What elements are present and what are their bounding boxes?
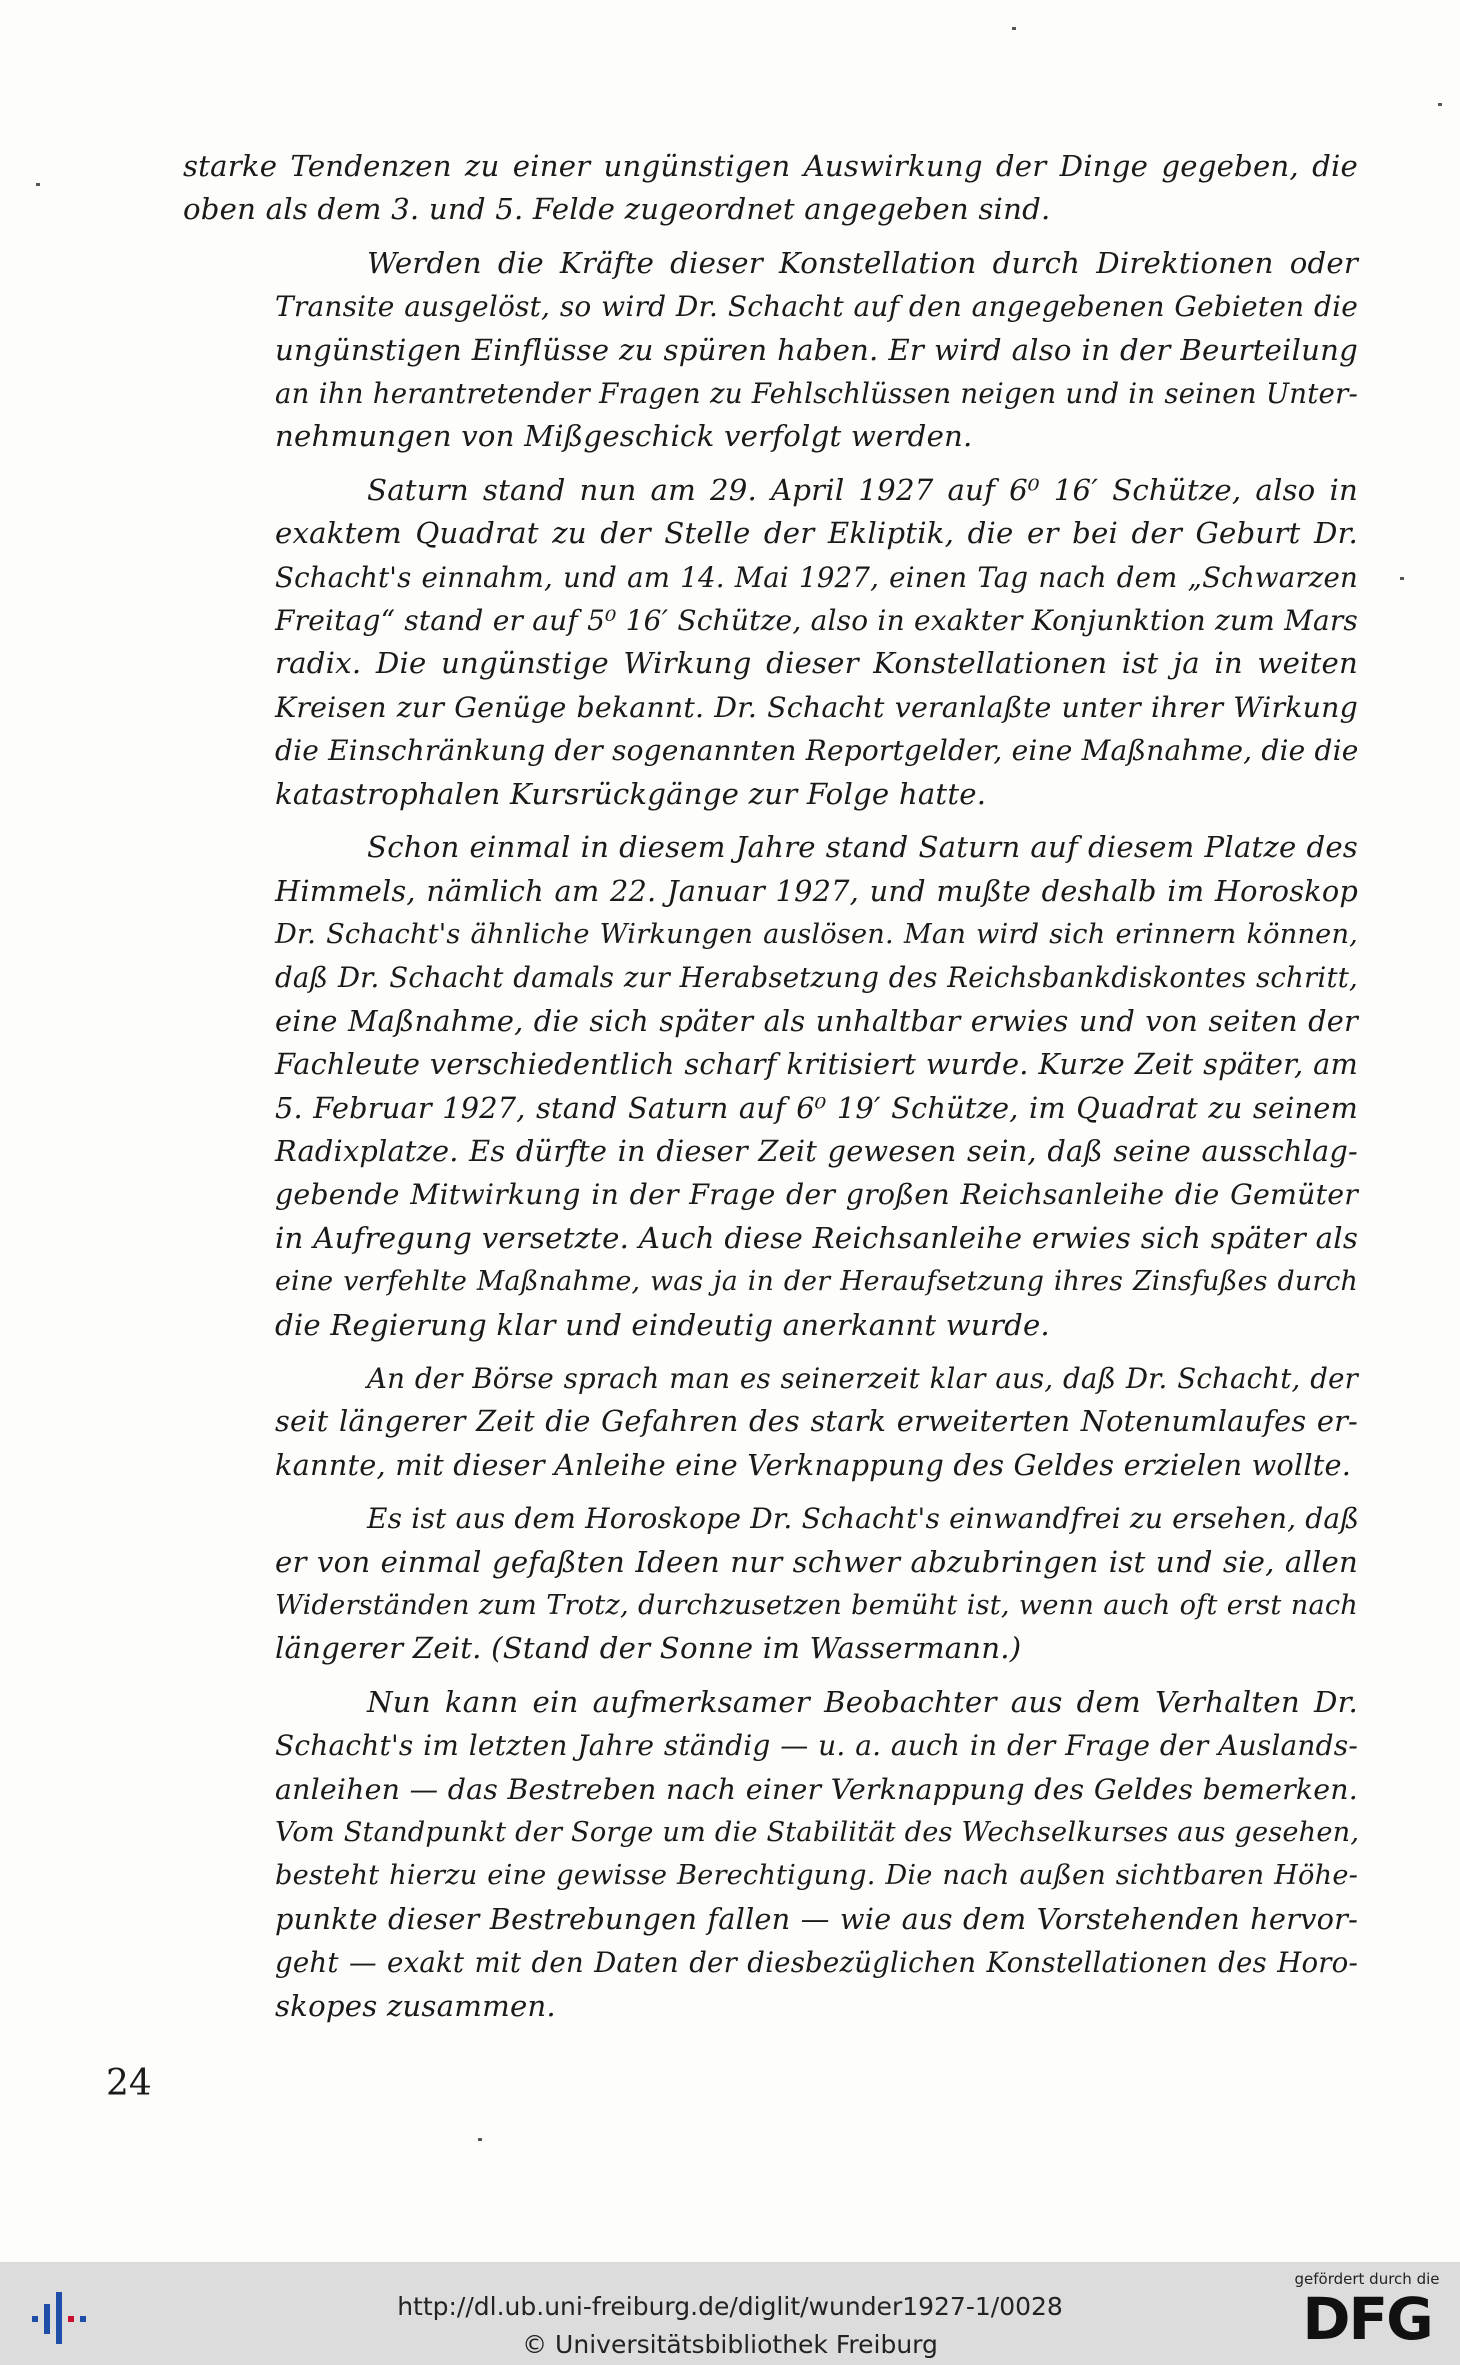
text-line: Dr. Schacht's ähnliche Wirkungen auslösen. Man wird sich erinnern können, [275,918,1358,950]
text-line: Werden die Kräfte dieser Konstellation durch Direktionen oder [367,245,1358,280]
text-line: exaktem Quadrat zu der Stelle der Ekliptik, die er bei der Geburt Dr. [275,516,1358,551]
paragraph [183,145,1358,232]
text-line: radix. Die ungünstige Wirkung dieser Konstellationen ist ja in weiten [275,646,1358,681]
text-line: geht — exakt mit den Daten der diesbezüglichen Konstellationen des Horo- [275,1946,1358,1980]
paragraph [183,826,1358,1347]
scan-speck [1012,27,1016,30]
text-line: starke Tendenzen zu einer ungünstigen Auswirkung der Dinge gegeben, die [183,149,1358,183]
sponsor-text: gefördert durch die [1294,2270,1440,2288]
text-line: Es ist aus dem Horoskope Dr. Schacht's einwandfrei zu ersehen, daß [367,1502,1360,1536]
text-line: Radixplatze. Es dürfte in dieser Zeit gewesen sein, daß seine ausschlag- [275,1133,1358,1168]
text-line: besteht hierzu eine gewisse Berechtigung. Die nach außen sichtbaren Höhe- [275,1860,1358,1892]
text-line: An der Börse sprach man es seinerzeit klar aus, daß Dr. Schacht, der [367,1361,1358,1395]
text-line: ungünstigen Einflüsse zu spüren haben. Er wird also in der Beurteilung [275,332,1358,367]
paragraph [183,1357,1358,1487]
page-number: 24 [106,2063,152,2104]
text-line: an ihn herantretender Fragen zu Fehlschlüssen neigen und in seinen Unter- [275,377,1358,411]
text-line: daß Dr. Schacht damals zur Herabsetzung des Reichsbankdiskontes schritt, [275,961,1358,995]
text-line: anleihen — das Bestreben nach einer Verknappung des Geldes bemerken. [275,1772,1358,1806]
text-line: Kreisen zur Genüge bekannt. Dr. Schacht veranlaßte unter ihrer Wirkung [275,690,1358,724]
paragraph [183,242,1358,459]
text-line: Vom Standpunkt der Sorge um die Stabilität des Wechselkurses aus gesehen, [275,1817,1360,1849]
text-line: seit längerer Zeit die Gefahren des stark erweiterten Notenumlaufes er- [275,1404,1358,1439]
body-text [183,145,1358,2038]
text-line: Saturn stand nun am 29. April 1927 auf 6⁰ 16′ Schütze, also in [367,472,1358,507]
text-line: eine verfehlte Maßnahme, was ja in der Heraufsetzung ihres Zinsfußes durch [275,1266,1358,1298]
text-line: Transite ausgelöst, so wird Dr. Schacht auf den angegebenen Gebieten die [275,290,1358,324]
text-line: er von einmal gefaßten Ideen nur schwer abzubringen ist und sie, allen [275,1544,1358,1579]
text-line: Nun kann ein aufmerksamer Beobachter aus dem Verhalten Dr. [367,1684,1358,1719]
text-line: Freitag“ stand er auf 5⁰ 16′ Schütze, also in exakter Konjunktion zum Mars [275,604,1358,638]
viewer-footer [0,2262,1460,2365]
text-line: Himmels, nämlich am 22. Januar 1927, und mußte deshalb im Horoskop [275,873,1358,908]
text-line: 5. Februar 1927, stand Saturn auf 6⁰ 19′ Schütze, im Quadrat zu seinem [275,1090,1358,1125]
text-line: oben als dem 3. und 5. Felde zugeordnet angegeben sind. [183,192,1051,227]
scan-speck [1400,577,1404,580]
document-url-link[interactable]: http://dl.ub.uni-freiburg.de/diglit/wunder1927-1/0028 [397,2292,1063,2321]
paragraph [183,1497,1358,1671]
text-line: die Regierung klar und eindeutig anerkannt wurde. [275,1307,1050,1342]
text-line: Schon einmal in diesem Jahre stand Saturn auf diesem Platze des [367,830,1358,865]
paragraph [183,469,1358,816]
dfg-logo [1292,2270,1442,2360]
scan-speck [36,183,40,186]
text-line: Schacht's einnahm, und am 14. Mai 1927, einen Tag nach dem „Schwarzen [275,560,1358,594]
text-line: kannte, mit dieser Anleihe eine Verknappung des Geldes erzielen wollte. [275,1447,1352,1482]
text-line: gebende Mitwirkung in der Frage der großen Reichsanleihe die Gemüter [275,1178,1358,1212]
text-line: Schacht's im letzten Jahre ständig — u. a. auch in der Frage der Auslands- [275,1729,1358,1763]
text-line: längerer Zeit. (Stand der Sonne im Wassermann.) [275,1631,1022,1666]
scan-speck [478,2138,482,2141]
scan-speck [1438,103,1442,106]
dfg-logo-text: DFG [1302,2285,1432,2353]
text-line: skopes zusammen. [275,1988,556,2023]
text-line: katastrophalen Kursrückgänge zur Folge hatte. [275,776,987,811]
text-line: Widerständen zum Trotz, durchzusetzen bemüht ist, wenn auch oft erst nach [275,1590,1358,1621]
text-line: die Einschränkung der sogenannten Reportgelder, eine Maßnahme, die die [275,734,1359,768]
text-line: Fachleute verschiedentlich scharf kritisiert wurde. Kurze Zeit später, am [275,1047,1358,1082]
text-line: in Aufregung versetzte. Auch diese Reichsanleihe erwies sich später als [275,1220,1358,1255]
paragraph [183,1681,1358,2028]
copyright-text: © Universitätsbibliothek Freiburg [522,2330,938,2359]
text-line: punkte dieser Bestrebungen fallen — wie aus dem Vorstehenden hervor- [275,1901,1358,1936]
text-line: nehmungen von Mißgeschick verfolgt werden. [275,419,973,454]
text-line: eine Maßnahme, die sich später als unhaltbar erwies und von seiten der [275,1003,1358,1038]
